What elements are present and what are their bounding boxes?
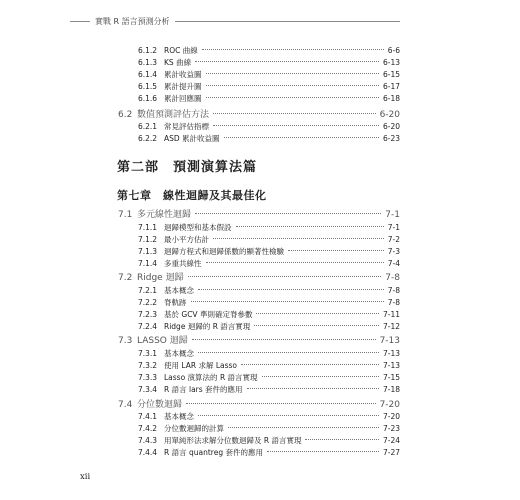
chapter-title: 第七章 線性迴歸及其最佳化 xyxy=(117,189,267,202)
toc-entry-title: Ridge 迴歸的 R 語言實現 xyxy=(164,322,251,331)
toc-entry-title: 累計提升圖 xyxy=(164,82,202,91)
toc-entry-number: 7.4.2 xyxy=(138,424,158,433)
toc-dot-leader xyxy=(288,250,384,251)
toc-entry-title: 基本概念 xyxy=(164,286,194,295)
toc-subsection-entry xyxy=(138,360,400,372)
toc-entry-title: 最小平方估計 xyxy=(164,235,209,244)
toc-entry-page: 7-27 xyxy=(382,448,400,457)
toc-entry-page: 7-15 xyxy=(382,373,400,382)
toc-entry-number: 7.4.4 xyxy=(138,448,158,457)
toc-section-entry xyxy=(118,109,400,121)
toc-entry-page: 7-12 xyxy=(382,322,400,331)
toc-dot-leader xyxy=(206,262,384,263)
toc-subsection-entry xyxy=(138,423,400,435)
toc-subsection-entry xyxy=(138,309,400,321)
toc-entry-title: ASD 累計收益圖 xyxy=(164,134,220,143)
toc-entry-number: 7.1.3 xyxy=(138,247,158,256)
toc-entry-number: 7.2.3 xyxy=(138,310,158,319)
toc-subsection-entry xyxy=(138,45,400,57)
toc-dot-leader xyxy=(213,238,384,239)
toc-subsection-entry xyxy=(138,222,400,234)
toc-entry-page: 6-15 xyxy=(382,70,400,79)
running-head-rule-left xyxy=(70,21,90,22)
toc-subsection-entry xyxy=(138,93,400,105)
toc-entry-title: R 語言 lars 套件的應用 xyxy=(164,385,243,394)
toc-subsection-entry xyxy=(138,81,400,93)
toc-entry-number: 6.1.4 xyxy=(138,70,158,79)
toc-entry-page: 7-20 xyxy=(379,400,400,410)
toc-entry-title: 迴歸模型和基本假設 xyxy=(164,223,232,232)
toc-entry-page: 6-20 xyxy=(382,122,400,131)
toc-entry-number: 7.4 xyxy=(118,400,133,410)
toc-entry-title: Lasso 演算法的 R 語言實現 xyxy=(164,373,258,382)
toc-dot-leader xyxy=(305,439,378,440)
toc-entry-page: 6-20 xyxy=(379,110,400,120)
toc-subsection-entry xyxy=(138,285,400,297)
toc-subsection-entry xyxy=(138,447,400,459)
toc-subsection-entry xyxy=(138,234,400,246)
toc-subsection-entry xyxy=(138,372,400,384)
toc-entry-page: 6-6 xyxy=(387,46,400,55)
toc-dot-leader xyxy=(192,339,376,340)
toc-subsection-entry xyxy=(138,133,400,145)
toc-dot-leader xyxy=(198,289,384,290)
toc-dot-leader xyxy=(195,213,381,214)
toc-entry-number: 7.1.1 xyxy=(138,223,158,232)
toc-entry-title: 分位數迴歸 xyxy=(137,400,183,410)
toc-section-entry xyxy=(118,209,400,221)
toc-entry-number: 7.3 xyxy=(118,336,133,346)
toc-entry-page: 7-18 xyxy=(382,385,400,394)
toc-entry-page: 7-8 xyxy=(387,286,400,295)
toc-subsection-entry xyxy=(138,69,400,81)
running-head-title: 實戰 R 語言預測分析 xyxy=(95,16,170,26)
toc-section-entry xyxy=(118,272,400,284)
toc-entry-page: 7-23 xyxy=(382,424,400,433)
toc-entry-page: 6-18 xyxy=(382,94,400,103)
toc-dot-leader xyxy=(254,325,379,326)
toc-entry-title: R 語言 quantreg 套件的應用 xyxy=(164,448,263,457)
toc-subsection-entry xyxy=(138,348,400,360)
toc-entry-number: 7.3.2 xyxy=(138,361,158,370)
toc-dot-leader xyxy=(236,226,384,227)
toc-entry-number: 7.4.3 xyxy=(138,436,158,445)
toc-subsection-entry xyxy=(138,258,400,270)
toc-entry-page: 7-8 xyxy=(387,298,400,307)
toc-entry-page: 7-13 xyxy=(382,361,400,370)
toc-entry-page: 7-13 xyxy=(379,336,400,346)
toc-subsection-entry xyxy=(138,297,400,309)
toc-entry-number: 6.1.5 xyxy=(138,82,158,91)
toc-entry-title: 多元線性迴歸 xyxy=(137,210,192,220)
toc-entry-number: 6.1.3 xyxy=(138,58,158,67)
toc-dot-leader xyxy=(206,97,379,98)
toc-entry-number: 7.3.3 xyxy=(138,373,158,382)
toc-subsection-entry xyxy=(138,321,400,333)
toc-section-entry xyxy=(118,335,400,347)
toc-dot-leader xyxy=(213,113,376,114)
toc-entry-number: 7.2.4 xyxy=(138,322,158,331)
toc-entry-number: 7.1 xyxy=(118,210,133,220)
toc-entry-page: 7-3 xyxy=(387,247,400,256)
toc-entry-title: 數值預測評估方法 xyxy=(137,110,210,120)
toc-dot-leader xyxy=(206,73,379,74)
toc-entry-title: Ridge 迴歸 xyxy=(137,273,184,283)
toc-entry-title: ROC 曲線 xyxy=(164,46,198,55)
toc-entry-number: 7.3.1 xyxy=(138,349,158,358)
toc-section-entry xyxy=(118,399,400,411)
toc-subsection-entry xyxy=(138,57,400,69)
toc-dot-leader xyxy=(241,364,379,365)
toc-entry-title: 脊軌跡 xyxy=(164,298,187,307)
toc-entry-title: 常見評估指標 xyxy=(164,122,209,131)
toc-subsection-entry xyxy=(138,435,400,447)
toc-subsection-entry xyxy=(138,246,400,258)
toc-dot-leader xyxy=(206,85,379,86)
toc-entry-number: 7.4.1 xyxy=(138,412,158,421)
toc-entry-number: 7.3.4 xyxy=(138,385,158,394)
toc-dot-leader xyxy=(188,276,382,277)
toc-dot-leader xyxy=(186,403,376,404)
toc-entry-title: LASSO 迴歸 xyxy=(137,336,188,346)
toc-subsection-entry xyxy=(138,411,400,423)
toc-dot-leader xyxy=(191,301,384,302)
toc-entry-title: 累計收益圖 xyxy=(164,70,202,79)
toc-entry-page: 6-17 xyxy=(382,82,400,91)
toc-subsection-entry xyxy=(138,384,400,396)
page-number: xii xyxy=(80,472,91,482)
toc-entry-number: 6.2.1 xyxy=(138,122,158,131)
toc-entry-page: 7-20 xyxy=(382,412,400,421)
toc-entry-page: 7-1 xyxy=(385,210,400,220)
toc-entry-title: 基本概念 xyxy=(164,349,194,358)
toc-entry-title: KS 曲線 xyxy=(164,58,192,67)
toc-dot-leader xyxy=(224,137,379,138)
toc-entry-number: 7.2.2 xyxy=(138,298,158,307)
toc-entry-number: 7.1.4 xyxy=(138,259,158,268)
toc-entry-page: 7-13 xyxy=(382,349,400,358)
toc-entry-number: 6.1.2 xyxy=(138,46,158,55)
toc-entry-page: 7-4 xyxy=(387,259,400,268)
toc-entry-page: 7-2 xyxy=(387,235,400,244)
toc-entry-page: 7-24 xyxy=(382,436,400,445)
toc-dot-leader xyxy=(267,451,379,452)
toc-entry-title: 多重共線性 xyxy=(164,259,202,268)
running-head xyxy=(70,14,400,28)
toc-entry-page: 7-8 xyxy=(385,273,400,283)
toc-dot-leader xyxy=(198,352,379,353)
toc-dot-leader xyxy=(213,125,379,126)
toc-entry-title: 基本概念 xyxy=(164,412,194,421)
toc-dot-leader xyxy=(256,313,379,314)
toc-entry-title: 用單純形法求解分位數迴歸及 R 語言實現 xyxy=(164,436,302,445)
toc-entry-page: 7-11 xyxy=(382,310,400,319)
toc-subsection-entry xyxy=(138,121,400,133)
toc-dot-leader xyxy=(247,388,379,389)
toc-entry-number: 7.2.1 xyxy=(138,286,158,295)
toc-entry-title: 分位數迴歸的計算 xyxy=(164,424,224,433)
toc-entry-number: 6.2.2 xyxy=(138,134,158,143)
toc-entry-title: 使用 LAR 求解 Lasso xyxy=(164,361,238,370)
toc-dot-leader xyxy=(202,49,384,50)
toc-entry-number: 6.2 xyxy=(118,110,133,120)
toc-entry-page: 7-1 xyxy=(387,223,400,232)
toc-entry-number: 7.1.2 xyxy=(138,235,158,244)
toc-entry-page: 6-13 xyxy=(382,58,400,67)
toc-dot-leader xyxy=(195,61,379,62)
toc-dot-leader xyxy=(228,427,379,428)
toc-entry-number: 7.2 xyxy=(118,273,133,283)
toc-entry-title: 基於 GCV 準則確定脊參數 xyxy=(164,310,253,319)
part-title: 第二部 預測演算法篇 xyxy=(117,160,258,175)
toc-entry-page: 6-23 xyxy=(382,134,400,143)
toc-dot-leader xyxy=(198,415,379,416)
toc-entry-title: 迴歸方程式和迴歸係數的顯著性檢驗 xyxy=(164,247,284,256)
toc-dot-leader xyxy=(262,376,379,377)
toc-entry-title: 累計回應圖 xyxy=(164,94,202,103)
toc-entry-number: 6.1.6 xyxy=(138,94,158,103)
running-head-rule-right xyxy=(175,21,400,22)
